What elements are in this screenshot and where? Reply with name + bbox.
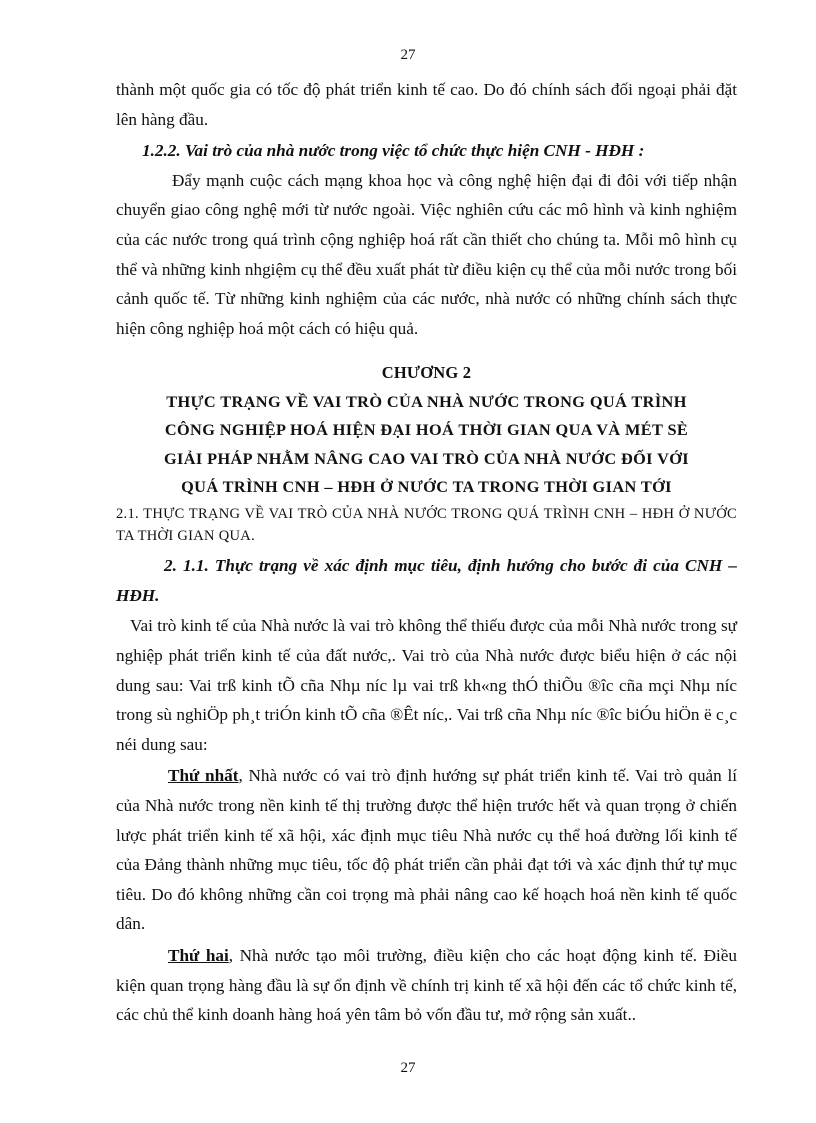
chapter-title-line: THỰC TRẠNG VỀ VAI TRÒ CỦA NHÀ NƯỚC TRONG QUÁ TRÌNH — [166, 391, 687, 411]
page-number-top: 27 — [400, 47, 416, 63]
section-heading-1-2-2 — [142, 136, 737, 166]
section-2-1-1-paragraph: Vai trò kinh tế của Nhà nước là vai trò không thể thiếu được của mỗi Nhà nước trong sự nghiệp phát triển kinh tế của đất nước,. Vai trò của Nhà nước được biểu hiện ở các nội dung sau: Vai trß kinh tÕ cña Nhµ níc lµ vai trß kh«ng thÓ thiÕu ®îc cña mçi Nhµ níc trong sù nghiÖp ph¸t triÓn kinh tÕ cña ®Êt níc,. Vai trß cña Nhµ níc ®îc biÓu hiÖn ë c¸c néi dung sau: — [116, 616, 737, 754]
second-point-text: , Nhà nước tạo môi trường, điều kiện cho các hoạt động kinh tế. Điều kiện quan trọng hàng đầu là sự ổn định về chính trị kinh tế xã hội đến các tổ chức kinh tế, các chủ thể kinh doanh hàng hoá yên tâm bỏ vốn đầu tư, mở rộng sản xuất.. — [116, 945, 738, 1025]
second-point-lead: Thứ hai — [168, 945, 229, 965]
second-point-paragraph — [116, 941, 737, 1030]
chapter-title-line: GIẢI PHÁP NHẰM NÂNG CAO VAI TRÒ CỦA NHÀ NƯỚC ĐỐI VỚI — [163, 448, 690, 468]
chapter-title-line: CÔNG NGHIỆP HOÁ HIỆN ĐẠI HOÁ THỜI GIAN QUA VÀ MÉT SÈ — [164, 420, 689, 440]
section-number: 1.2.2. — [142, 141, 181, 161]
section-heading-2-1: 2.1. THỰC TRẠNG VỀ VAI TRÒ CỦA NHÀ NƯỚC TRONG QUÁ TRÌNH CNH – HĐH Ở NƯỚC TA THỜI GIAN QUA. — [116, 506, 737, 545]
section-title: Vai trò của nhà nước trong việc tổ chức thực hiện CNH - HĐH : — [184, 141, 645, 161]
chapter-title-line: QUÁ TRÌNH CNH – HĐH Ở NƯỚC TA TRONG THỜI GIAN TỚI — [181, 476, 672, 496]
first-point-text: , Nhà nước có vai trò định hướng sự phát triển kinh tế. Vai trò quản lí của Nhà nước trong nền kinh tế thị trường được thể hiện trước hết và quan trọng ở chiến lược phát triển kinh tế xã hội, xác định mục tiêu Nhà nước cụ thể hoá đường lối kinh tế của Đảng thành những mục tiêu, tốc độ phát triển cần phải đạt tới và xác định thứ tự mục tiêu. Do đó không những cần coi trọng mà phải nâng cao kế hoạch hoá nền kinh tế quốc dân. — [116, 766, 737, 934]
document-body — [116, 75, 737, 1030]
first-point-lead: Thứ nhất — [168, 766, 239, 786]
intro-paragraph: thành một quốc gia có tốc độ phát triển kinh tế cao. Do đó chính sách đối ngoại phải đặt lên hàng đầu. — [116, 80, 737, 129]
first-point-paragraph — [116, 761, 737, 939]
section-1-2-2-paragraph: Đẩy mạnh cuộc cách mạng khoa học và công nghệ hiện đại đi đôi với tiếp nhận chuyển giao công nghệ mới từ nước ngoài. Việc nghiên cứu các mô hình và kinh nghiệm của các nước trong quá trình cộng nghiệp hoá rất cần thiết cho chúng ta. Mỗi mô hình cụ thể và những kinh nhgiệm cụ thể đều xuất phát từ điều kiện cụ thể của mỗi nước trong bối cảnh quốc tế. Từ những kinh nghiệm của các nước, nhà nước có những chính sách thực hiện công nghiệp hoá một cách có hiệu quả. — [116, 170, 737, 338]
section-heading-2-1-1: 2. 1.1. Thực trạng về xác định mục tiêu, định hướng cho bước đi của CNH – HĐH. — [116, 556, 737, 606]
page-number-bottom: 27 — [400, 1060, 416, 1076]
chapter-label: CHƯƠNG 2 — [381, 363, 472, 383]
